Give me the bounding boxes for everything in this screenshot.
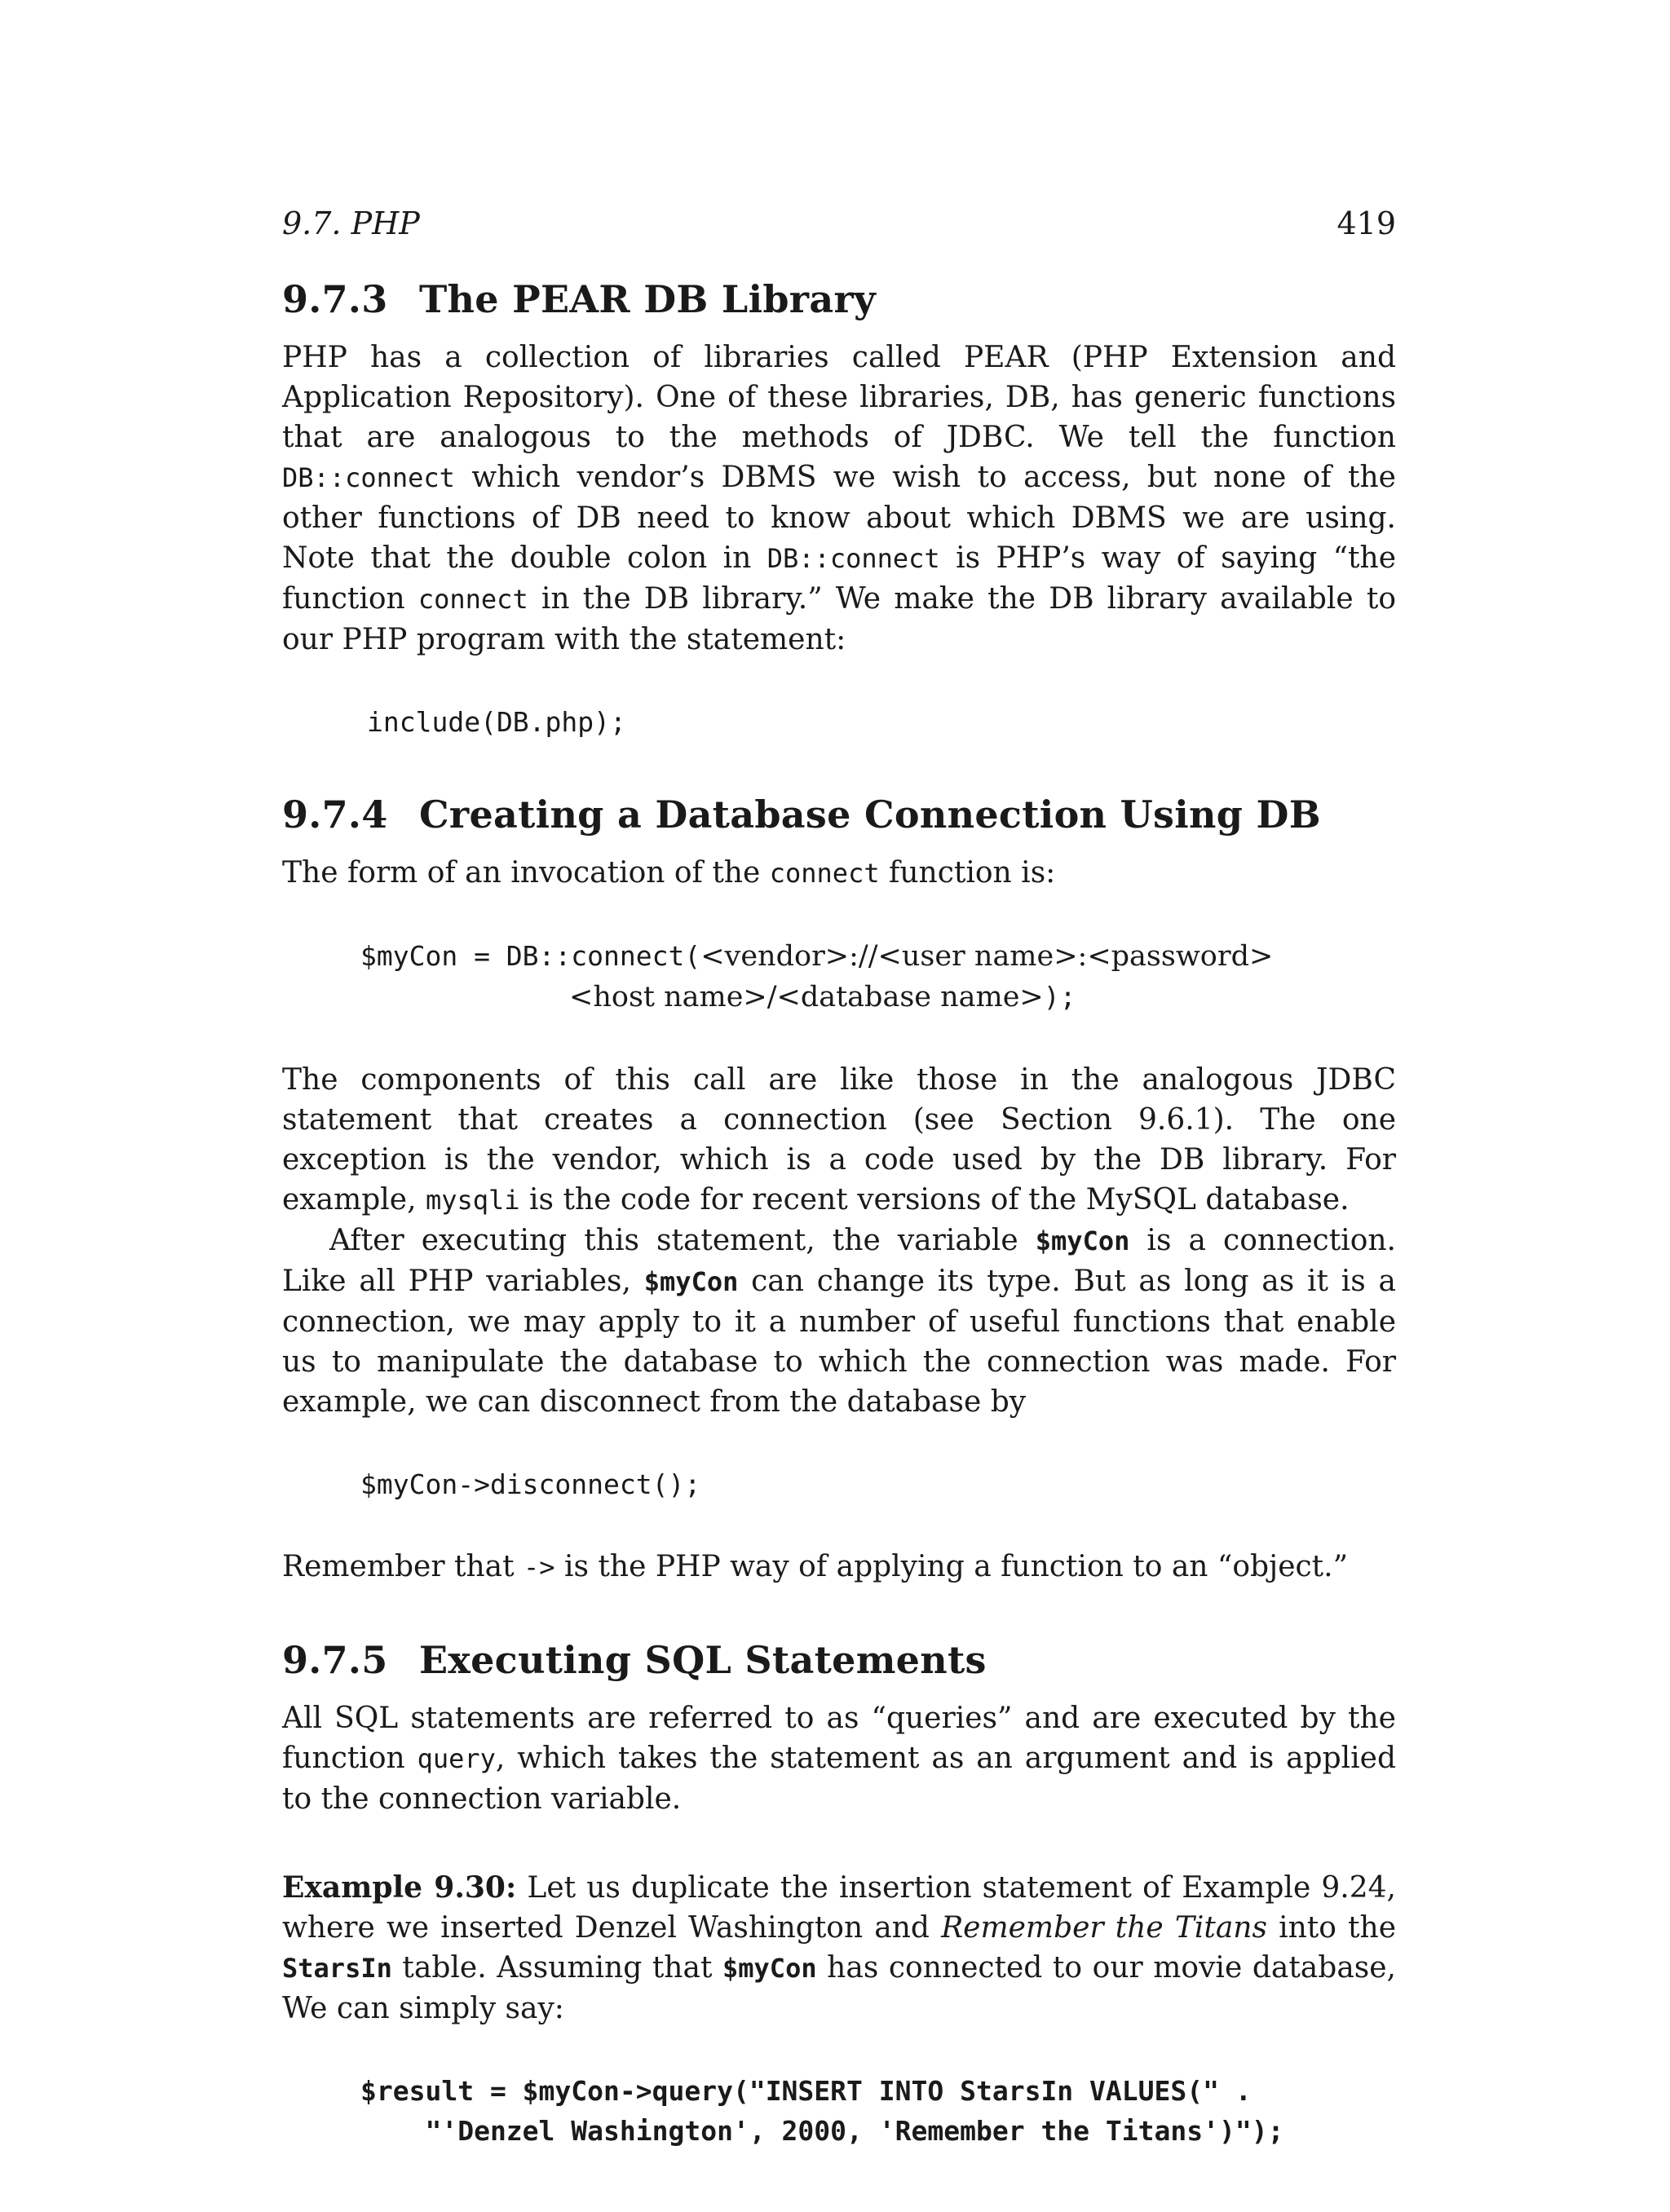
code: $myCon = DB::connect(	[360, 940, 701, 972]
text: is the PHP way of applying a function to an “object.”	[554, 1550, 1348, 1583]
inline-code: StarsIn	[282, 1953, 392, 1984]
paragraph	[282, 1060, 1396, 1221]
code-args: <vendor>://<user name>:<password>	[700, 940, 1274, 973]
page	[282, 204, 1396, 2151]
text: , which takes the statement as an argument and is applied to the connection variable.	[282, 1742, 1397, 1816]
section-heading-9-7-3	[282, 276, 1396, 323]
text: is a connection. Like all PHP variables,	[282, 1224, 1396, 1298]
chapter-title: 9.7. PHP	[282, 205, 420, 241]
section-heading-9-7-4	[282, 791, 1396, 838]
text: into the	[1266, 1911, 1396, 1945]
running-head	[282, 204, 1396, 243]
italic-title: Remember the Titans	[941, 1911, 1267, 1945]
paragraph	[282, 1221, 1396, 1422]
text: table. Assuming that	[391, 1951, 722, 1985]
section-number: 9.7.3	[282, 277, 388, 321]
inline-code: DB::connect	[767, 543, 940, 574]
inline-code: $myCon	[1035, 1225, 1130, 1256]
section-number: 9.7.5	[282, 1638, 388, 1682]
paragraph	[282, 1547, 1396, 1587]
text: After executing this statement, the variable	[329, 1224, 1036, 1257]
text: in the DB library.” We make the DB library available to our PHP program with the statement:	[282, 582, 1397, 656]
text: All SQL statements are referred to as “queries” and are executed by the function	[282, 1702, 1396, 1775]
inline-code: connect	[769, 858, 880, 889]
inline-code: $myCon	[643, 1266, 739, 1297]
inline-code: ->	[524, 1552, 555, 1583]
example-label: Example 9.30:	[282, 1870, 517, 1905]
code-block: $result = $myCon->query("INSERT INTO StarsIn VALUES(" .	[360, 2075, 1252, 2107]
paragraph	[282, 338, 1396, 660]
code-block	[282, 936, 1396, 977]
text: which vendor’s DBMS we wish to access, but none of the other functions of DB need to know about which DBMS we are using. Note that the double colon in	[282, 461, 1396, 575]
code-args: <host name>/<database name>	[569, 981, 1044, 1013]
text: The form of an invocation of the	[282, 856, 770, 890]
page-number: 419	[1336, 205, 1396, 241]
section-heading-9-7-5	[282, 1636, 1396, 1684]
paragraph	[282, 1698, 1396, 1819]
code-block: "'Denzel Washington', 2000, 'Remember the Titans')");	[360, 2115, 1284, 2147]
code: );	[1043, 981, 1076, 1013]
paragraph	[282, 853, 1396, 894]
section-title: Executing SQL Statements	[419, 1638, 987, 1682]
section-number: 9.7.4	[282, 793, 388, 837]
code-block: include(DB.php);	[367, 706, 626, 738]
text: PHP has a collection of libraries called PEAR (PHP Extension and Application Repository). One of these libraries, DB, has generic functions that are analogous to the methods of JDBC. We tell the function	[282, 341, 1396, 454]
example-paragraph	[282, 1868, 1396, 2029]
inline-code: DB::connect	[282, 462, 455, 493]
text: is PHP’s way of saying “the function	[282, 541, 1396, 616]
text: function is:	[879, 856, 1056, 890]
code-block	[282, 977, 1396, 1018]
inline-code: $myCon	[722, 1953, 817, 1984]
text: has connected to our movie database, We can simply say:	[282, 1951, 1396, 2025]
section-title: The PEAR DB Library	[419, 277, 877, 321]
code-block: $myCon->disconnect();	[360, 1468, 701, 1500]
text: Remember that	[282, 1550, 524, 1583]
text: The components of this call are like those in the analogous JDBC statement that creates a connection (see Section 9.6.1). The one exception is the vendor, which is a code used by the DB library. For example,	[282, 1063, 1396, 1216]
text: Let us duplicate the insertion statement of Example 9.24, where we inserted Denzel Washington and	[282, 1871, 1396, 1945]
section-title: Creating a Database Connection Using DB	[419, 793, 1321, 837]
inline-code: mysqli	[425, 1185, 520, 1216]
inline-code: query	[417, 1743, 496, 1774]
inline-code: connect	[418, 584, 528, 615]
text: can change its type. But as long as it is a connection, we may apply to it a number of useful functions that enable us to manipulate the database to which the connection was made. For example, we can disconnect from the database by	[282, 1265, 1396, 1419]
text: is the code for recent versions of the MySQL database.	[519, 1183, 1350, 1216]
